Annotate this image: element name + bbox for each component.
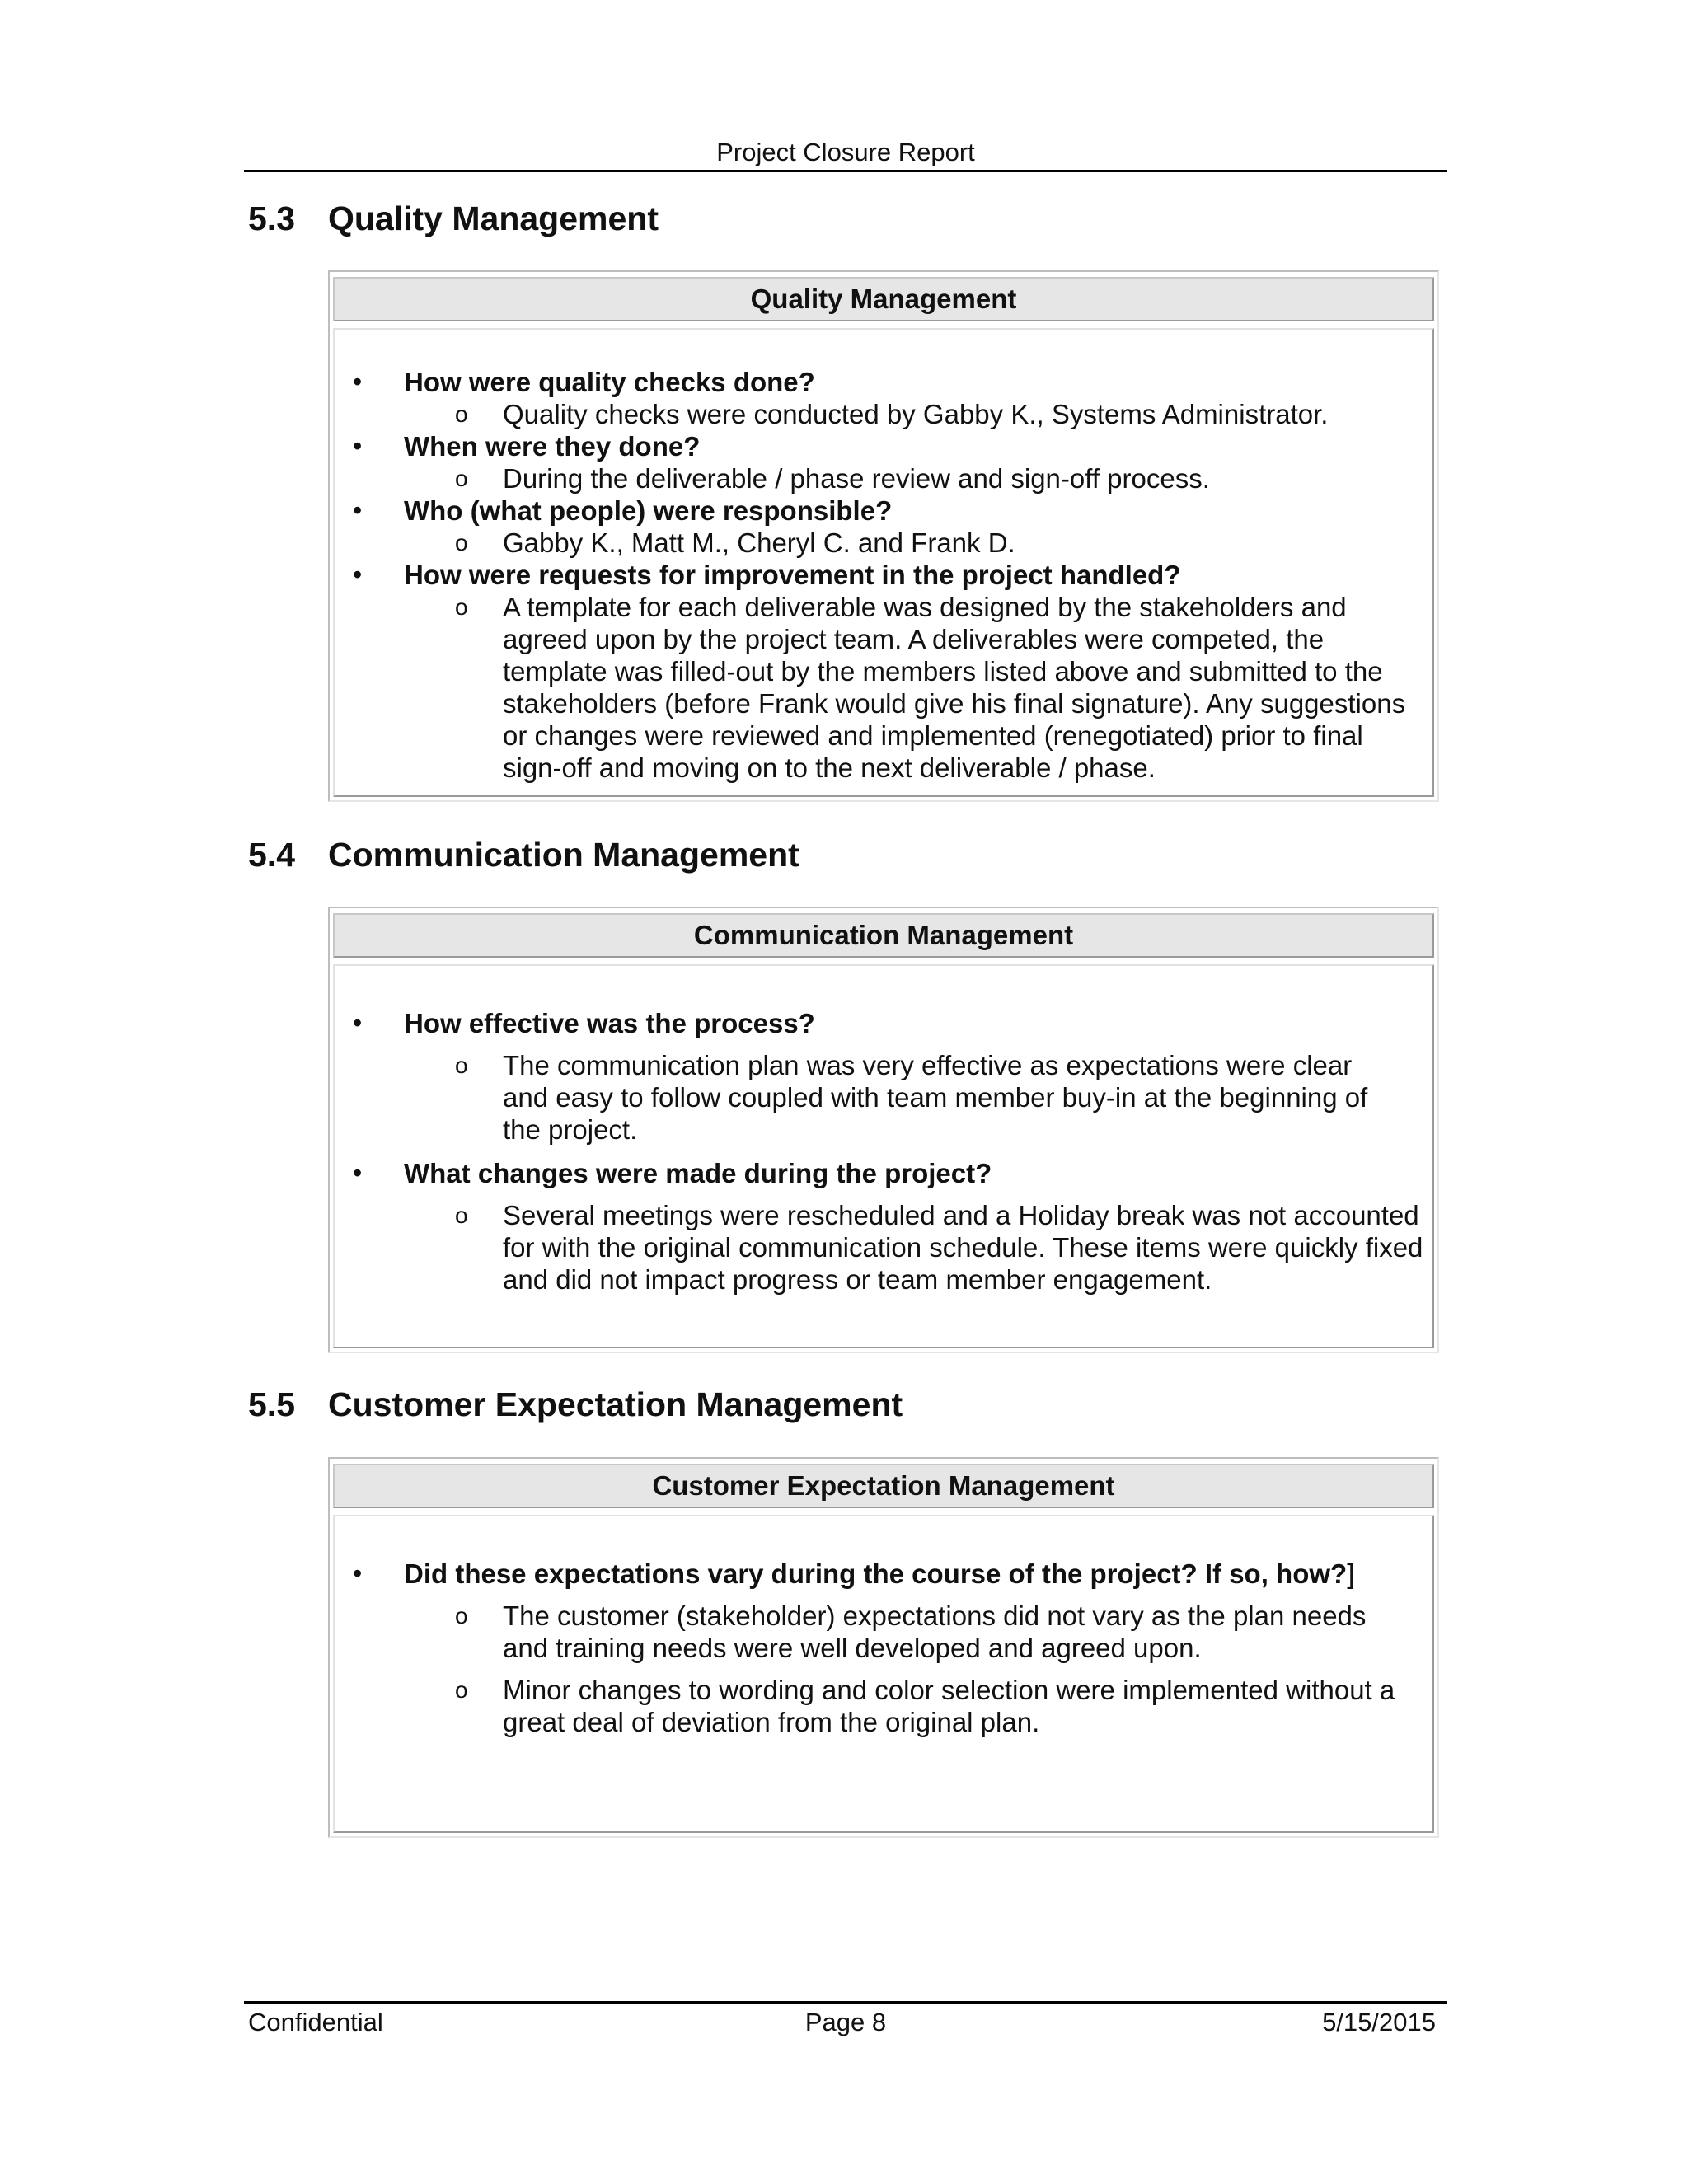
footer-confidential: Confidential [248,2008,383,2036]
answer-item: o Minor changes to wording and color selection were implemented without a great deal of deviation from the original plan. [404,1674,1416,1738]
question-bold-text: Did these expectations vary during the course of the project? If so, how? [404,1558,1348,1589]
question-list [335,330,1432,784]
box-body [333,964,1434,1348]
section-heading-quality-management [248,198,659,239]
footer-date: 5/15/2015 [1322,2008,1436,2036]
question-text: • What changes were made during the project? [404,1158,992,1188]
question-text: • How were requests for improvement in the project handled? [404,560,1181,590]
section-title: Communication Management [328,836,799,874]
answer-list [404,1049,1432,1146]
list-item [335,1157,1432,1296]
box-header: Customer Expectation Management [333,1464,1434,1508]
answer-item: o Quality checks were conducted by Gabby K., Systems Administrator. [404,398,1432,430]
answer-list [404,462,1432,494]
section-number: 5.5 [248,1385,295,1423]
list-item [335,494,1432,559]
section-title: Quality Management [328,199,659,237]
answer-list [404,398,1432,430]
section-number: 5.4 [248,836,295,874]
list-item [335,1007,1432,1146]
section-number: 5.3 [248,199,295,237]
question-list [335,966,1432,1296]
list-item [335,1558,1432,1738]
section-title: Customer Expectation Management [328,1385,903,1423]
box-body [333,1515,1434,1833]
box-header: Quality Management [333,277,1434,321]
answer-list [404,591,1432,784]
box-body [333,328,1434,797]
footer-rule [244,2001,1447,2004]
question-text [404,1558,1432,1590]
section-heading-customer-expectation-management [248,1384,903,1425]
list-item [335,430,1432,494]
answer-item: o Gabby K., Matt M., Cheryl C. and Frank D. [404,527,1432,559]
question-text: • How effective was the process? [404,1008,815,1038]
box-header: Communication Management [333,913,1434,958]
answer-item: o The customer (stakeholder) expectations did not vary as the plan needs and training needs were well developed and agreed upon. [404,1600,1416,1664]
answer-item: o Several meetings were rescheduled and a Holiday break was not accounted for with the original communication schedule. These items were quickly fixed and did not impact progress or team member engagement. [404,1199,1424,1296]
list-item [335,559,1432,784]
answer-item: o A template for each deliverable was designed by the stakeholders and agreed upon by the project team. A deliverables were competed, the template was filled-out by the members listed above and submitted to the stakeholders (before Frank would give his final signature). Any suggestions or changes were reviewed and implemented (renegotiated) prior to final sign-off and moving on to the next deliverable / phase. [404,591,1408,784]
list-item [335,366,1432,430]
question-bracket: ] [1347,1558,1355,1589]
question-text: • Who (what people) were responsible? [404,495,893,526]
quality-management-box [328,270,1439,802]
question-text: • When were they done? [404,431,701,462]
answer-item: o During the deliverable / phase review and sign-off process. [404,462,1432,494]
header-rule [244,170,1447,172]
answer-list [404,1199,1432,1296]
footer-page-number: Page 8 [804,2008,887,2036]
answer-list [404,527,1432,559]
question-list [335,1516,1432,1738]
customer-expectation-management-box [328,1457,1439,1838]
answer-list [404,1600,1432,1738]
communication-management-box [328,907,1439,1353]
section-heading-communication-management [248,834,799,875]
running-header-title: Project Closure Report [716,138,975,166]
answer-item: o The communication plan was very effective as expectations were clear and easy to follow coupled with team member buy-in at the beginning of the project. [404,1049,1400,1146]
question-text: • How were quality checks done? [404,367,815,397]
